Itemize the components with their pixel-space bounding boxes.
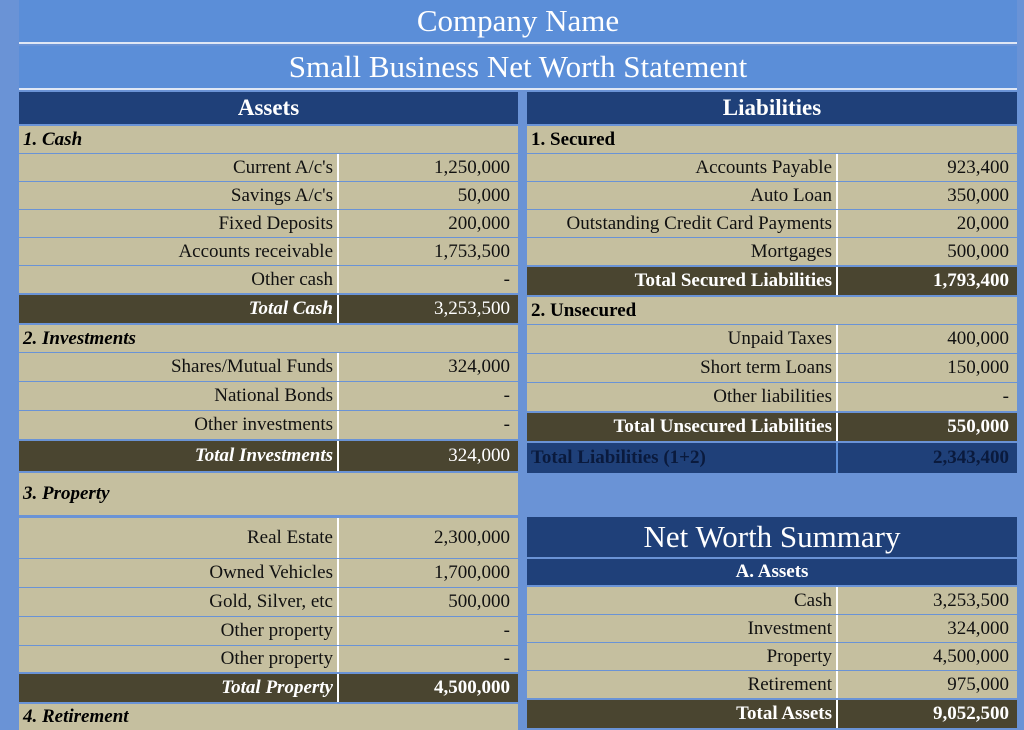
row-label: National Bonds — [19, 382, 339, 410]
table-row — [19, 154, 518, 181]
row-value[interactable]: 324,000 — [339, 353, 518, 381]
row-label: Shares/Mutual Funds — [19, 353, 339, 381]
row-value[interactable]: - — [838, 383, 1017, 411]
row-value[interactable]: - — [339, 411, 518, 439]
net-worth-summary-panel — [527, 517, 1017, 728]
liabilities-header: Liabilities — [527, 92, 1017, 124]
table-row — [19, 518, 518, 558]
total-property-row — [19, 674, 518, 702]
table-row — [19, 411, 518, 439]
row-label: Retirement — [527, 671, 838, 698]
cash-rows — [19, 154, 518, 293]
row-value[interactable]: - — [339, 382, 518, 410]
table-row — [527, 671, 1017, 698]
retirement-section-title: 4. Retirement — [19, 704, 518, 730]
summary-assets-header: A. Assets — [527, 559, 1017, 585]
row-label: Other cash — [19, 266, 339, 293]
company-name: Company Name — [19, 0, 1017, 44]
row-value[interactable]: 20,000 — [838, 210, 1017, 237]
total-property-label: Total Property — [19, 674, 339, 702]
total-secured-row — [527, 267, 1017, 295]
row-label: Other property — [19, 646, 339, 672]
total-unsecured-label: Total Unsecured Liabilities — [527, 413, 838, 441]
table-row — [19, 266, 518, 293]
row-label: Unpaid Taxes — [527, 325, 838, 353]
table-row — [527, 383, 1017, 411]
row-value[interactable]: 50,000 — [339, 182, 518, 209]
table-row — [527, 615, 1017, 642]
row-value: 4,500,000 — [838, 643, 1017, 670]
row-label: Outstanding Credit Card Payments — [527, 210, 838, 237]
total-liabilities-row — [527, 443, 1017, 473]
cash-section-title: 1. Cash — [19, 126, 518, 153]
assets-header: Assets — [19, 92, 518, 124]
row-value[interactable]: 923,400 — [838, 154, 1017, 181]
row-value[interactable]: - — [339, 617, 518, 645]
statement-title: Small Business Net Worth Statement — [19, 46, 1017, 90]
table-row — [527, 325, 1017, 353]
total-liabilities-value: 2,343,400 — [838, 443, 1017, 473]
row-value[interactable]: 1,700,000 — [339, 559, 518, 587]
summary-title: Net Worth Summary — [527, 517, 1017, 557]
secured-section-title: 1. Secured — [527, 126, 1017, 153]
row-label: Cash — [527, 587, 838, 614]
investments-section-title: 2. Investments — [19, 325, 518, 352]
row-label: Short term Loans — [527, 354, 838, 382]
row-label: Mortgages — [527, 238, 838, 265]
table-row — [527, 587, 1017, 614]
row-value[interactable]: 500,000 — [339, 588, 518, 616]
total-cash-label: Total Cash — [19, 295, 339, 323]
total-cash-row — [19, 295, 518, 323]
row-value[interactable]: 1,250,000 — [339, 154, 518, 181]
row-label: Savings A/c's — [19, 182, 339, 209]
total-assets-label: Total Assets — [527, 700, 838, 728]
total-investments-value: 324,000 — [339, 441, 518, 471]
table-row — [19, 353, 518, 381]
total-assets-row — [527, 700, 1017, 728]
total-secured-label: Total Secured Liabilities — [527, 267, 838, 295]
total-unsecured-row — [527, 413, 1017, 441]
unsecured-section-title: 2. Unsecured — [527, 297, 1017, 324]
row-value[interactable]: - — [339, 646, 518, 672]
total-investments-label: Total Investments — [19, 441, 339, 471]
row-label: Accounts Payable — [527, 154, 838, 181]
row-label: Gold, Silver, etc — [19, 588, 339, 616]
row-value[interactable]: 200,000 — [339, 210, 518, 237]
table-row — [527, 210, 1017, 237]
liabilities-panel — [527, 92, 1017, 473]
row-label: Other property — [19, 617, 339, 645]
row-value[interactable]: 350,000 — [838, 182, 1017, 209]
row-value[interactable]: 150,000 — [838, 354, 1017, 382]
row-value[interactable]: 2,300,000 — [339, 518, 518, 558]
total-secured-value: 1,793,400 — [838, 267, 1017, 295]
table-row — [19, 559, 518, 587]
row-value[interactable]: 500,000 — [838, 238, 1017, 265]
row-value: 975,000 — [838, 671, 1017, 698]
row-label: Owned Vehicles — [19, 559, 339, 587]
row-label: Real Estate — [19, 518, 339, 558]
row-value: 324,000 — [838, 615, 1017, 642]
table-row — [527, 154, 1017, 181]
table-row — [19, 182, 518, 209]
table-row — [527, 182, 1017, 209]
row-label: Auto Loan — [527, 182, 838, 209]
table-row — [19, 238, 518, 265]
table-row — [527, 238, 1017, 265]
row-label: Accounts receivable — [19, 238, 339, 265]
row-value[interactable]: 400,000 — [838, 325, 1017, 353]
total-property-value: 4,500,000 — [339, 674, 518, 702]
table-row — [19, 210, 518, 237]
row-value[interactable]: 1,753,500 — [339, 238, 518, 265]
total-unsecured-value: 550,000 — [838, 413, 1017, 441]
table-row — [19, 646, 518, 672]
total-liabilities-label: Total Liabilities (1+2) — [527, 443, 838, 473]
row-value: 3,253,500 — [838, 587, 1017, 614]
row-label: Property — [527, 643, 838, 670]
row-label: Other liabilities — [527, 383, 838, 411]
row-value[interactable]: - — [339, 266, 518, 293]
total-cash-value: 3,253,500 — [339, 295, 518, 323]
row-label: Fixed Deposits — [19, 210, 339, 237]
row-label: Investment — [527, 615, 838, 642]
row-label: Current A/c's — [19, 154, 339, 181]
table-row — [527, 354, 1017, 382]
total-investments-row — [19, 441, 518, 471]
assets-panel — [19, 92, 518, 730]
table-row — [19, 617, 518, 645]
table-row — [19, 382, 518, 410]
row-label: Other investments — [19, 411, 339, 439]
property-section-title: 3. Property — [19, 473, 518, 515]
table-row — [19, 588, 518, 616]
table-row — [527, 643, 1017, 670]
total-assets-value: 9,052,500 — [838, 700, 1017, 728]
